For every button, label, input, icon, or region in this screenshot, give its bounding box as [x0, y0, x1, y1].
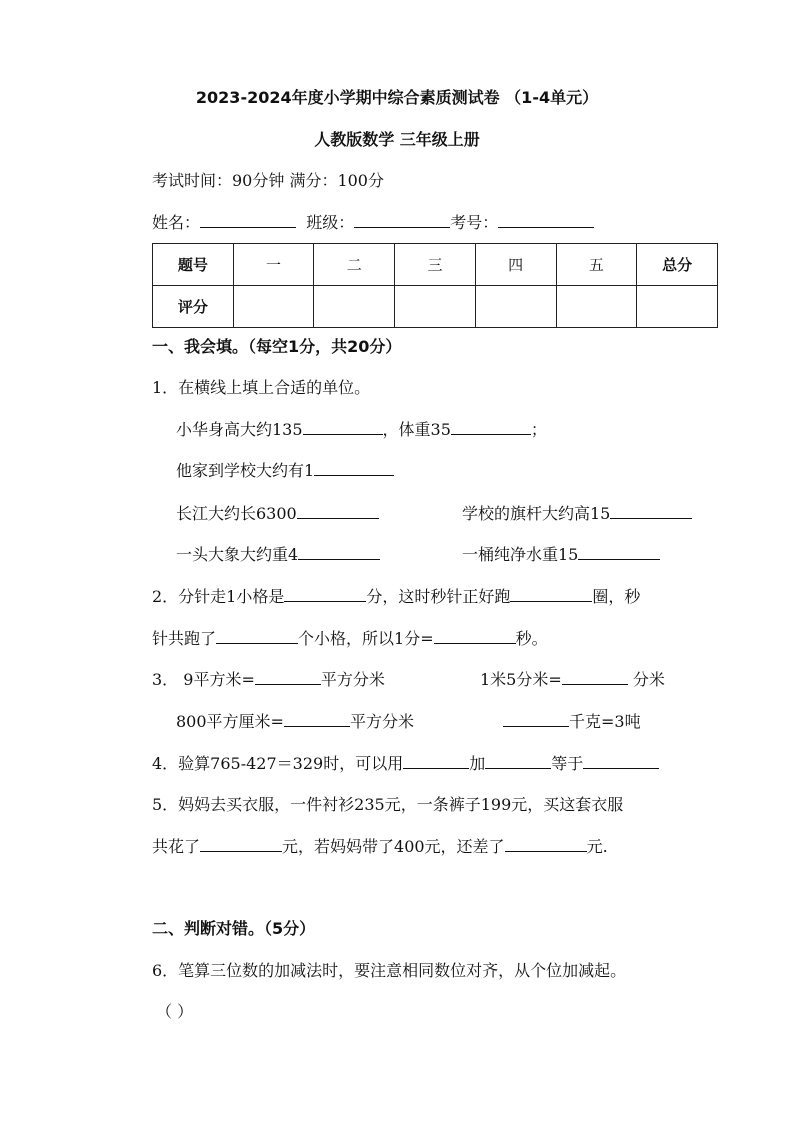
- number-blank[interactable]: [498, 213, 594, 228]
- score-cell[interactable]: [233, 286, 314, 328]
- q2-text: 圈，秒: [592, 587, 641, 606]
- q1-a-mid: ，体重35: [382, 420, 451, 439]
- answer-blank[interactable]: [583, 754, 659, 769]
- q3-text: 平方分米: [320, 670, 385, 689]
- score-cell[interactable]: [395, 286, 476, 328]
- answer-blank[interactable]: [216, 629, 298, 644]
- q1-line-d-right: [462, 545, 660, 565]
- student-info-row: [152, 213, 594, 233]
- score-cell[interactable]: [314, 286, 395, 328]
- q2-text: 分，这时秒针正好跑: [366, 587, 511, 606]
- q5-text: 元.: [586, 837, 608, 856]
- q5-line-1: 5．妈妈去买衣服，一件衬衫235元，一条裤子199元，买这套衣服: [152, 795, 624, 814]
- exam-title: 2023-2024年度小学期中综合素质测试卷 （1-4单元）: [195, 88, 599, 107]
- answer-blank[interactable]: [610, 504, 692, 519]
- q3-text: 800平方厘米=: [176, 712, 284, 731]
- column-header: 三: [395, 244, 476, 286]
- q1-line-a: [176, 420, 547, 440]
- score-table: [152, 243, 718, 328]
- q6-answer-paren[interactable]: （ ）: [156, 1002, 194, 1021]
- answer-blank[interactable]: [505, 837, 587, 852]
- name-label: 姓名：: [152, 213, 201, 232]
- q3-line-b: [480, 670, 665, 690]
- score-cell[interactable]: [637, 286, 718, 328]
- column-header: 五: [556, 244, 637, 286]
- q2-line-1: [152, 587, 640, 607]
- answer-blank[interactable]: [503, 712, 569, 727]
- q1-d-right-text: 一桶纯净水重15: [462, 545, 579, 564]
- score-cell[interactable]: [556, 286, 637, 328]
- score-table-header-row: [153, 244, 718, 286]
- q5-text: 元，若妈妈带了400元，还差了: [282, 837, 505, 856]
- score-label: 评分: [153, 286, 234, 328]
- q1-c-right-text: 学校的旗杆大约高15: [462, 504, 611, 523]
- section1-title: 一、我会填。（每空1分，共20分）: [152, 337, 402, 356]
- q3-text: 3． 9平方米=: [152, 670, 255, 689]
- column-header: 一: [233, 244, 314, 286]
- column-header: 二: [314, 244, 395, 286]
- q2-line-2: [152, 629, 548, 649]
- class-label: 班级：: [306, 213, 355, 232]
- question-number-label: 题号: [153, 244, 234, 286]
- answer-blank[interactable]: [485, 754, 551, 769]
- exam-info: 考试时间：90分钟 满分：100分: [152, 171, 384, 190]
- answer-blank[interactable]: [303, 420, 383, 435]
- answer-blank[interactable]: [451, 420, 531, 435]
- answer-blank[interactable]: [562, 670, 628, 685]
- q2-text: 秒。: [515, 629, 548, 648]
- answer-blank[interactable]: [298, 545, 380, 560]
- q1-a-end: ；: [530, 420, 547, 439]
- q2-text: 针共跑了: [152, 629, 217, 648]
- score-cell[interactable]: [475, 286, 556, 328]
- q1-a-text: 小华身高大约135: [176, 420, 303, 439]
- q4-text: 加: [469, 754, 486, 773]
- q2-text: 2．分针走1小格是: [152, 587, 285, 606]
- q1-stem: 1．在横线上填上合适的单位。: [152, 378, 371, 397]
- answer-blank[interactable]: [200, 837, 282, 852]
- q1-line-c-right: [462, 504, 692, 524]
- answer-blank[interactable]: [578, 545, 660, 560]
- q3-line-a: [152, 670, 385, 690]
- q5-text: 共花了: [152, 837, 201, 856]
- q1-d-left-text: 一头大象大约重4: [176, 545, 299, 564]
- answer-blank[interactable]: [297, 504, 379, 519]
- q1-line-d-left: [176, 545, 380, 565]
- q3-text: 千克=3吨: [569, 712, 641, 731]
- q6-text: 6．笔算三位数的加减法时，要注意相同数位对齐，从个位加减起。: [152, 961, 627, 980]
- q5-line-2: [152, 837, 608, 857]
- column-header: 四: [475, 244, 556, 286]
- q3-line-d: [503, 712, 641, 732]
- q3-text: 分米: [627, 670, 665, 689]
- column-header-total: 总分: [637, 244, 718, 286]
- number-label: 考号：: [450, 213, 499, 232]
- q3-text: 平方分米: [349, 712, 414, 731]
- answer-blank[interactable]: [284, 712, 350, 727]
- q4-text: 4．验算765-427＝329时，可以用: [152, 754, 404, 773]
- section2-title: 二、判断对错。（5分）: [152, 919, 316, 938]
- answer-blank[interactable]: [284, 587, 366, 602]
- q1-line-b: [176, 461, 394, 481]
- q3-text: 1米5分米=: [480, 670, 562, 689]
- answer-blank[interactable]: [510, 587, 592, 602]
- exam-subtitle: 人教版数学 三年级上册: [314, 130, 480, 149]
- answer-blank[interactable]: [255, 670, 321, 685]
- answer-blank[interactable]: [434, 629, 516, 644]
- q4-line: [152, 754, 659, 774]
- q2-text: 个小格，所以1分=: [298, 629, 434, 648]
- q1-c-left-text: 长江大约长6300: [176, 504, 297, 523]
- q3-line-c: [176, 712, 414, 732]
- q1-line-c-left: [176, 504, 379, 524]
- class-blank[interactable]: [354, 213, 450, 228]
- answer-blank[interactable]: [314, 461, 394, 476]
- q4-text: 等于: [551, 754, 584, 773]
- answer-blank[interactable]: [403, 754, 469, 769]
- name-blank[interactable]: [200, 213, 296, 228]
- score-table-score-row: [153, 286, 718, 328]
- q1-b-text: 他家到学校大约有1: [176, 461, 315, 480]
